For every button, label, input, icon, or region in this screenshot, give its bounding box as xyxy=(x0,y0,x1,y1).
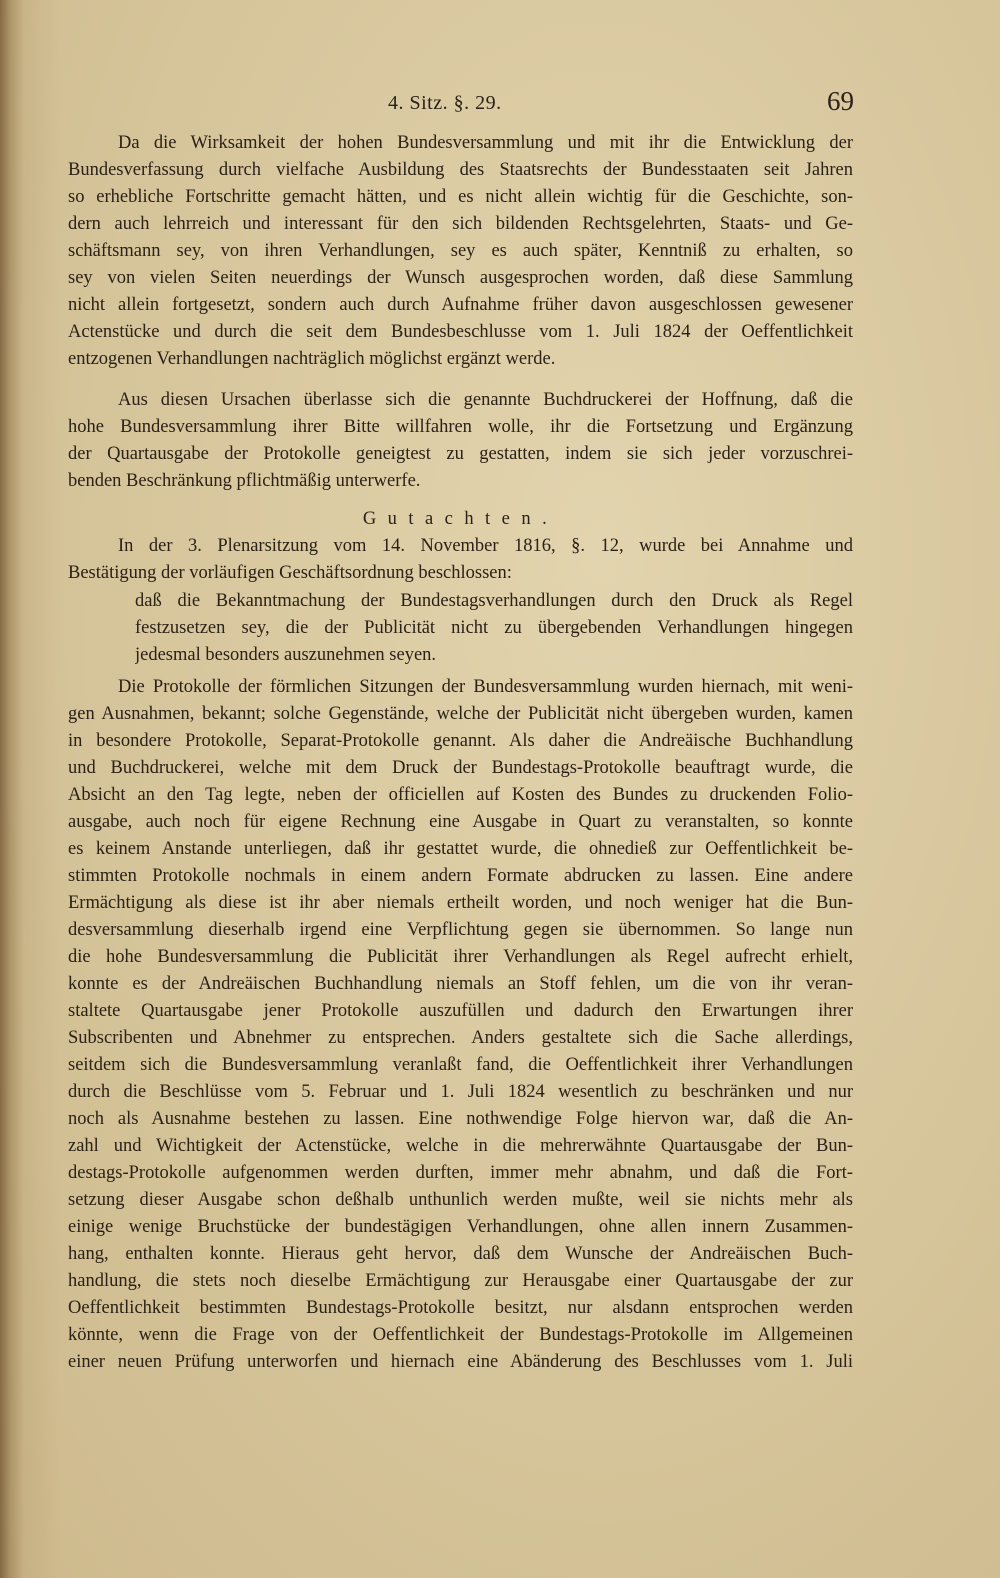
text-line: entzogenen Verhandlungen nachträglich möglichst ergänzt werde. xyxy=(68,349,556,369)
text-line: Da die Wirksamkeit der hohen Bundesversammlung und mit ihr die Entwicklung der xyxy=(118,133,853,153)
text-line: nicht allein fortgesetzt, sondern auch durch Aufnahme früher davon ausgeschlossen gewesener xyxy=(68,295,853,315)
text-line: Ermächtigung als diese ist ihr aber niemals ertheilt worden, und noch weniger hat die Bun- xyxy=(68,893,853,913)
text-line: in besondere Protokolle, Separat-Protokolle genannt. Als daher die Andreäische Buchhandlung xyxy=(68,731,853,751)
text-line: hang, enthalten konnte. Hieraus geht hervor, daß dem Wunsche der Andreäischen Buch- xyxy=(68,1244,853,1264)
text-line: dern auch lehrreich und interessant für den sich bildenden Rechtsgelehrten, Staats- und Ge- xyxy=(68,214,853,234)
text-line: Subscribenten und Abnehmer zu entsprechen. Anders gestaltete sich die Sache allerdings, xyxy=(68,1028,853,1048)
text-line: seitdem sich die Bundesversammlung veranlaßt fand, die Oeffentlichkeit ihrer Verhandlungen xyxy=(68,1055,853,1075)
text-line: festzusetzen sey, die der Publicität nicht zu übergebenden Verhandlungen hingegen xyxy=(135,618,853,638)
text-line: noch als Ausnahme bestehen zu lassen. Eine nothwendige Folge hiervon war, daß die An- xyxy=(68,1109,853,1129)
text-line: gen Ausnahmen, bekannt; solche Gegenstände, welche der Publicität nicht übergeben wurden, kamen xyxy=(68,704,853,724)
text-line: benden Beschränkung pflichtmäßig unterwerfe. xyxy=(68,471,421,491)
text-line: handlung, die stets noch dieselbe Ermächtigung zur Herausgabe einer Quartausgabe der zur xyxy=(68,1271,853,1291)
text-line: einer neuen Prüfung unterworfen und hiernach eine Abänderung des Beschlusses vom 1. Juli xyxy=(68,1352,853,1372)
text-line: destags-Protokolle aufgenommen werden durften, immer mehr abnahm, und daß die Fort- xyxy=(68,1163,853,1183)
paragraph-3 xyxy=(68,533,853,587)
text-line: ausgabe, auch noch für eigene Rechnung eine Ausgabe in Quart zu veranstalten, so konnte xyxy=(68,812,853,832)
text-line: einige wenige Bruchstücke der bundestägigen Verhandlungen, ohne allen innern Zusammen- xyxy=(68,1217,853,1237)
text-line: In der 3. Plenarsitzung vom 14. November 1816, §. 12, wurde bei Annahme und xyxy=(118,536,853,556)
text-line: Die Protokolle der förmlichen Sitzungen der Bundesversammlung wurden hiernach, mit weni- xyxy=(118,677,853,697)
quoted-resolution xyxy=(135,588,853,669)
text-line: Bestätigung der vorläufigen Geschäftsordnung beschlossen: xyxy=(68,563,512,583)
text-line: stimmten Protokolle nochmals in einem andern Formate abdrucken zu lassen. Eine andere xyxy=(68,866,853,886)
text-line: Oeffentlichkeit bestimmten Bundestags-Protokolle besitzt, nur alsdann entsprochen werden xyxy=(68,1298,853,1318)
text-line: desversammlung dieserhalb irgend eine Verpflichtung gegen sie übernommen. So lange nun xyxy=(68,920,853,940)
text-line: die hohe Bundesversammlung die Publicität ihrer Verhandlungen als Regel aufrecht erhielt, xyxy=(68,947,853,967)
text-line: Actenstücke und durch die seit dem Bundesbeschlusse vom 1. Juli 1824 der Oeffentlichkeit xyxy=(68,322,853,342)
text-line: so erhebliche Fortschritte gemacht hätten, und es nicht allein wichtig für die Geschichte, son- xyxy=(68,187,853,207)
running-head: 4. Sitz. §. 29. xyxy=(388,92,502,114)
paragraph-4 xyxy=(68,674,853,1376)
text-line: Absicht an den Tag legte, neben der officiellen auf Kosten des Bundes zu druckenden Folio- xyxy=(68,785,853,805)
text-line: daß die Bekanntmachung der Bundestagsverhandlungen durch den Druck als Regel xyxy=(135,591,853,611)
text-line: hohe Bundesversammlung ihrer Bitte willfahren wolle, ihr die Fortsetzung und Ergänzung xyxy=(68,417,853,437)
paragraph-1 xyxy=(68,130,853,373)
section-heading: Gutachten. xyxy=(362,509,559,529)
text-line: zahl und Wichtigkeit der Actenstücke, welche in die mehrerwähnte Quartausgabe der Bun- xyxy=(68,1136,853,1156)
text-line: Aus diesen Ursachen überlasse sich die genannte Buchdruckerei der Hoffnung, daß die xyxy=(118,390,853,410)
paragraph-2 xyxy=(68,387,853,495)
text-line: könnte, wenn die Frage von der Oeffentlichkeit der Bundestags-Protokolle im Allgemeinen xyxy=(68,1325,853,1345)
text-line: der Quartausgabe der Protokolle geneigtest zu gestatten, indem sie sich jeder vorzuschrei- xyxy=(68,444,853,464)
text-line: Bundesverfassung durch vielfache Ausbildung des Staatsrechts der Bundesstaaten seit Jahren xyxy=(68,160,853,180)
text-line: setzung dieser Ausgabe schon deßhalb unthunlich werden mußte, weil sie nichts mehr als xyxy=(68,1190,853,1210)
text-line: staltete Quartausgabe jener Protokolle auszufüllen und dadurch den Erwartungen ihrer xyxy=(68,1001,853,1021)
text-line: und Buchdruckerei, welche mit dem Druck der Bundestags-Protokolle beauftragt wurde, die xyxy=(68,758,853,778)
text-line: konnte es der Andreäischen Buchhandlung niemals an Stoff fehlen, um die von ihr veran- xyxy=(68,974,853,994)
text-line: sey von vielen Seiten neuerdings der Wunsch ausgesprochen worden, daß diese Sammlung xyxy=(68,268,853,288)
page-number: 69 xyxy=(827,86,854,116)
text-line: es keinem Anstande unterliegen, daß ihr gestattet wurde, die ohnedieß zur Oeffentlichkeit be- xyxy=(68,839,853,859)
text-line: schäftsmann sey, von ihren Verhandlungen, sey es auch später, Kenntniß zu erhalten, so xyxy=(68,241,853,261)
text-line: durch die Beschlüsse vom 5. Februar und 1. Juli 1824 wesentlich zu beschränken und nur xyxy=(68,1082,853,1102)
text-line: jedesmal besonders auszunehmen seyen. xyxy=(135,645,437,665)
